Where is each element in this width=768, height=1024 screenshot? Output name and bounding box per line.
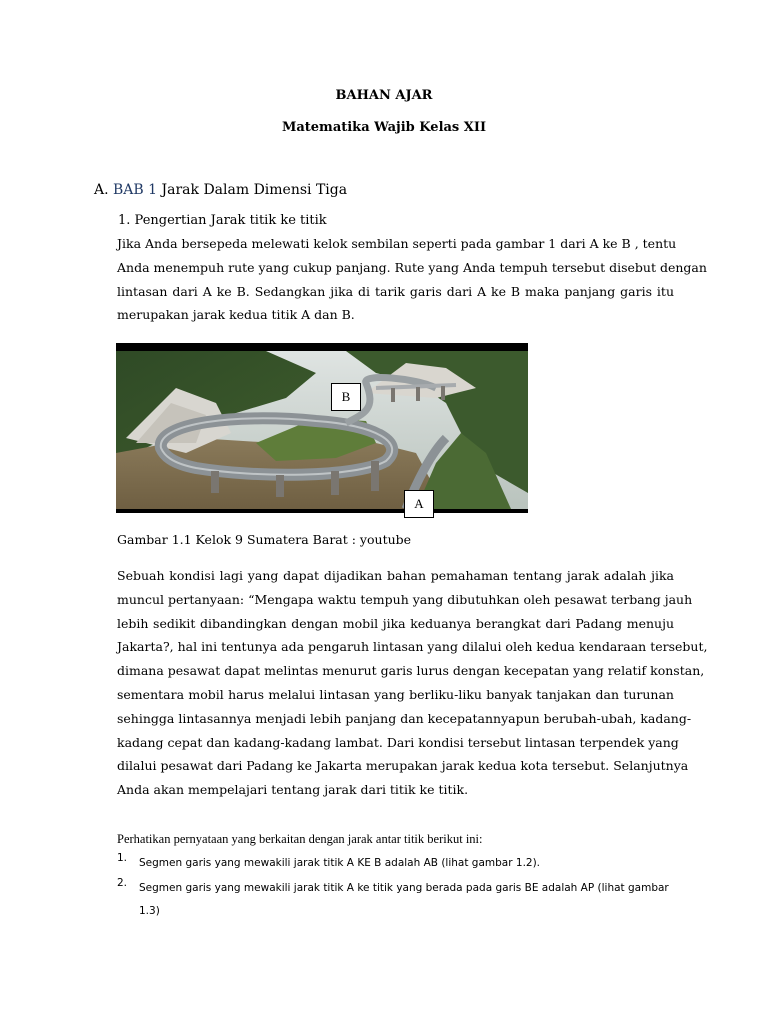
point-a-label: A bbox=[404, 490, 434, 518]
document-title: BAHAN AJAR bbox=[335, 88, 433, 103]
list-item-number: 1. bbox=[117, 852, 128, 864]
paragraph-line: dilalui pesawat dari Padang ke Jakarta merupakan jarak kedua kota tersebut. Selanjutnya bbox=[117, 758, 689, 774]
point-b-label: B bbox=[331, 383, 361, 411]
paragraph-line: Anda menempuh rute yang cukup panjang. Rute yang Anda tempuh tersebut disebut dengan bbox=[117, 259, 707, 275]
paragraph-line: sementara mobil harus melalui lintasan yang berliku-liku banyak tanjakan dan turunan bbox=[117, 686, 674, 702]
list-item-text: Segmen garis yang mewakili jarak titik A ke titik yang berada pada garis BE adalah AP (lihat gambar 1.3) bbox=[139, 882, 669, 917]
section-heading: 1. Pengertian Jarak titik ke titik bbox=[118, 213, 327, 228]
chapter-bab: BAB 1 bbox=[113, 182, 158, 198]
paragraph-line: Jakarta?, hal ini tentunya ada pengaruh lintasan yang dilalui oleh kedua kendaraan tersebut, bbox=[117, 639, 708, 655]
paragraph-line: Anda akan mempelajari tentang jarak dari titik ke titik. bbox=[117, 782, 469, 798]
list-item-text: Segmen garis yang mewakili jarak titik A KE B adalah AB (lihat gambar 1.2). bbox=[139, 857, 541, 869]
paragraph-plane-vs-car bbox=[117, 564, 708, 802]
paragraph-line: merupakan jarak kedua titik A dan B. bbox=[117, 307, 355, 323]
paragraph-line: dimana pesawat dapat melintas menurut garis lurus dengan kecepatan yang relatif konstan, bbox=[117, 663, 705, 679]
paragraph-line: lintasan dari A ke B. Sedangkan jika di tarik garis dari A ke B maka panjang garis itu bbox=[117, 283, 674, 299]
chapter-heading bbox=[94, 182, 347, 198]
paragraph-line: Jika Anda bersepeda melewati kelok sembilan seperti pada gambar 1 dari A ke B , tentu bbox=[117, 236, 677, 251]
paragraph-line: Sebuah kondisi lagi yang dapat dijadikan bahan pemahaman tentang jarak adalah jika bbox=[117, 568, 674, 583]
paragraph-line: sehingga lintasannya menjadi lebih panjang dan kecepatannyapun berubah-ubah, kadang- bbox=[117, 710, 692, 726]
chapter-prefix: A. bbox=[94, 182, 109, 198]
list-lead-text: Perhatikan pernyataan yang berkaitan dengan jarak antar titik berikut ini: bbox=[117, 832, 483, 846]
chapter-title: Jarak Dalam Dimensi Tiga bbox=[161, 182, 348, 198]
paragraph-line: kadang cepat dan kadang-kadang lambat. Dari kondisi tersebut lintasan terpendek yang bbox=[117, 734, 679, 750]
paragraph-line: muncul pertanyaan: “Mengapa waktu tempuh yang dibutuhkan oleh pesawat terbang jauh bbox=[117, 591, 693, 607]
paragraph-line: lebih sedikit dibandingkan dengan mobil jika keduanya berangkat dari Padang menuju bbox=[117, 615, 674, 631]
figure-caption: Gambar 1.1 Kelok 9 Sumatera Barat : youtube bbox=[117, 532, 412, 547]
list-item-number: 2. bbox=[117, 877, 128, 889]
document-subtitle: Matematika Wajib Kelas XII bbox=[281, 120, 487, 135]
paragraph-intro bbox=[117, 232, 707, 327]
kelok-9-photo bbox=[116, 343, 528, 513]
